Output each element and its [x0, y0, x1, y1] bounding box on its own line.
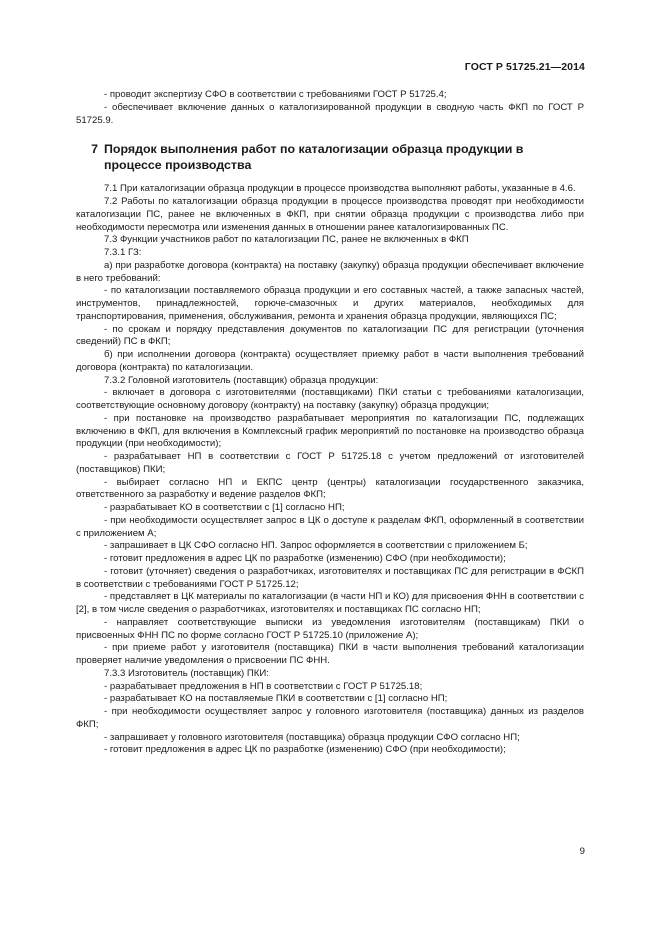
list-item: - при приеме работ у изготовителя (поставщика) ПКИ в части выполнения требований каталогизации проверяет наличие уведомления о присвоении ПС ФНН.	[76, 642, 584, 666]
list-item: - запрашивает в ЦК СФО согласно НП. Запрос оформляется в соответствии с приложением Б;	[104, 540, 528, 552]
paragraph: б) при исполнении договора (контракта) осуществляет приемку работ в части выполнения требований договора (контракта) по каталогизации.	[76, 349, 584, 373]
clause-7-2: 7.2 Работы по каталогизации образца продукции в процессе производства проводят при необходимости каталогизации ПС, ранее не включенных в ФКП, при снятии образца продукции с производства либо при необходимости пересмотра или изменения данных в отношении ранее каталогизированных ПС.	[76, 196, 584, 233]
list-item: - включает в договора с изготовителями (поставщиками) ПКИ статьи с требованиями каталогизации, соответствующие основному договору (контракту) на поставку (закупку) образца продукции;	[76, 387, 584, 411]
section-number: 7	[91, 142, 98, 157]
paragraph: а) при разработке договора (контракта) на поставку (закупку) образца продукции обеспечивает включение в него требований:	[76, 259, 584, 284]
list-item: - по каталогизации поставляемого образца продукции и его составных частей, а также запасных частей, инструментов, принадлежностей, горюче-смазочных и других материалов, необходимых для транспортирования, применения, обслуживания, ремонта и хранения образца продукции, являющихся ПС;	[76, 285, 584, 322]
intro-list-item: - обеспечивает включение данных о каталогизированной продукции в сводную часть ФКП по ГОСТ Р 51725.9.	[76, 101, 584, 126]
section-title: Порядок выполнения работ по каталогизации образца продукции в процессе производства	[104, 142, 524, 173]
list-item: - при постановке на производство разрабатывает мероприятия по каталогизации ПС, подлежащих включению в ФКП, для включения в Комплексный график мероприятий по постановке на производство образца продукции (при необходимости);	[76, 412, 584, 450]
intro-list-item: - проводит экспертизу СФО в соответствии с требованиями ГОСТ Р 51725.4;	[104, 89, 447, 100]
document-body	[76, 89, 584, 757]
list-item: - по срокам и порядку представления документов по каталогизации ПС для регистрации (уточнения сведений) ПС в ФКП;	[76, 323, 584, 348]
list-item: - при необходимости осуществляет запрос у головного изготовителя (поставщика) данных из разделов ФКП;	[76, 706, 584, 730]
clause-7-3-1: 7.3.1 ГЗ:	[104, 247, 142, 258]
list-item: - разрабатывает НП в соответствии с ГОСТ Р 51725.18 с учетом предложений от изготовителей (поставщиков) ПКИ;	[76, 451, 584, 475]
clause-7-3-2: 7.3.2 Головной изготовитель (поставщик) образца продукции:	[104, 374, 379, 386]
clause-7-3: 7.3 Функции участников работ по каталогизации ПС, ранее не включенных в ФКП	[104, 234, 469, 246]
standard-header: ГОСТ Р 51725.21—2014	[464, 61, 585, 73]
list-item: - при необходимости осуществляет запрос в ЦК о доступе к разделам ФКП, оформленный в соответствии с приложением А;	[76, 514, 584, 539]
list-item: - выбирает согласно НП и ЕКПС центр (центры) каталогизации государственного заказчика, ответственного за разработку и ведение разделов ФКП;	[76, 476, 584, 501]
list-item: - разрабатывает КО на поставляемые ПКИ в соответствии с [1] согласно НП;	[104, 693, 448, 705]
list-item: - запрашивает у головного изготовителя (поставщика) образца продукции СФО согласно НП;	[104, 731, 520, 743]
list-item: - готовит (уточняет) сведения о разработчиках, изготовителях и поставщиках ПС для регистрации в ФСКП в соответствии с требованиями ГОСТ Р 51725.12;	[76, 565, 584, 590]
list-item: - направляет соответствующие выписки из уведомления изготовителям (поставщикам) ПКИ о присвоенных ФНН ПС по форме согласно ГОСТ Р 51725.10 (приложение А);	[76, 616, 584, 641]
list-item: - разрабатывает КО в соответствии с [1] согласно НП;	[104, 502, 345, 513]
list-item: - представляет в ЦК материалы по каталогизации (в части НП и КО) для присвоения ФНН в соответствии с [2], в том числе сведения о разработчиках, изготовителях и поставщиках ПС согласно НП;	[76, 591, 584, 615]
list-item: - готовит предложения в адрес ЦК по разработке (изменению) СФО (при необходимости);	[104, 553, 506, 564]
page-number: 9	[579, 846, 585, 857]
list-item: - готовит предложения в адрес ЦК по разработке (изменению) СФО (при необходимости);	[104, 744, 506, 756]
section-heading	[76, 141, 584, 173]
clause-7-3-3: 7.3.3 Изготовитель (поставщик) ПКИ:	[104, 667, 269, 679]
list-item: - разрабатывает предложения в НП в соответствии с ГОСТ Р 51725.18;	[104, 680, 423, 692]
clause-7-1: 7.1 При каталогизации образца продукции в процессе производства выполняют работы, указанные в 4.6.	[104, 183, 576, 195]
